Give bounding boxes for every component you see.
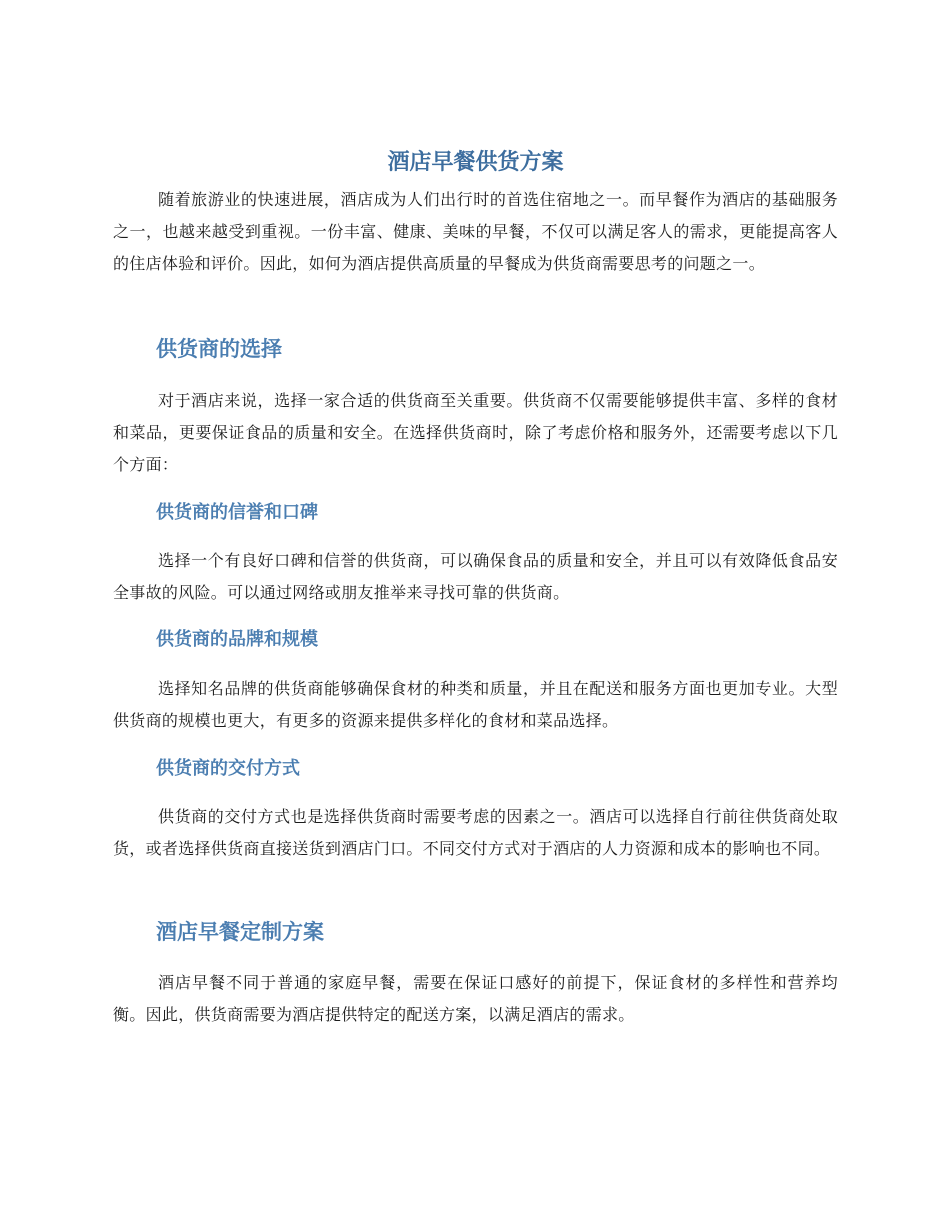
subsection-paragraph-delivery: 供货商的交付方式也是选择供货商时需要考虑的因素之一。酒店可以选择自行前往供货商处取货，或者选择供货商直接送货到酒店门口。不同交付方式对于酒店的人力资源和成本的影响也不同。 (113, 807, 838, 858)
subsection-heading-brand-scale: 供货商的品牌和规模 (156, 629, 318, 650)
section-heading-supplier-selection: 供货商的选择 (156, 337, 282, 361)
intro-paragraph: 随着旅游业的快速进展，酒店成为人们出行时的首选住宿地之一。而早餐作为酒店的基础服务之一，也越来越受到重视。一份丰富、健康、美味的早餐，不仅可以满足客人的需求，更能提高客人的住店体验和评价。因此，如何为酒店提供高质量的早餐成为供货商需要思考的问题之一。 (113, 190, 838, 273)
subsection-heading-reputation: 供货商的信誉和口碑 (156, 502, 318, 523)
section-paragraph-supplier-selection: 对于酒店来说，选择一家合适的供货商至关重要。供货商不仅需要能够提供丰富、多样的食材和菜品，更要保证食品的质量和安全。在选择供货商时，除了考虑价格和服务外，还需要考虑以下几个方面： (113, 391, 838, 474)
section-paragraph-custom-breakfast: 酒店早餐不同于普通的家庭早餐，需要在保证口感好的前提下，保证食材的多样性和营养均衡。因此，供货商需要为酒店提供特定的配送方案，以满足酒店的需求。 (113, 973, 838, 1024)
subsection-paragraph-reputation: 选择一个有良好口碑和信誉的供货商，可以确保食品的质量和安全，并且可以有效降低食品安全事故的风险。可以通过网络或朋友推举来寻找可靠的供货商。 (113, 551, 838, 602)
subsection-paragraph-brand-scale: 选择知名品牌的供货商能够确保食材的种类和质量，并且在配送和服务方面也更加专业。大型供货商的规模也更大，有更多的资源来提供多样化的食材和菜品选择。 (113, 679, 838, 730)
section-heading-custom-breakfast: 酒店早餐定制方案 (156, 920, 324, 944)
subsection-heading-delivery: 供货商的交付方式 (156, 758, 300, 779)
document-title: 酒店早餐供货方案 (387, 150, 564, 175)
